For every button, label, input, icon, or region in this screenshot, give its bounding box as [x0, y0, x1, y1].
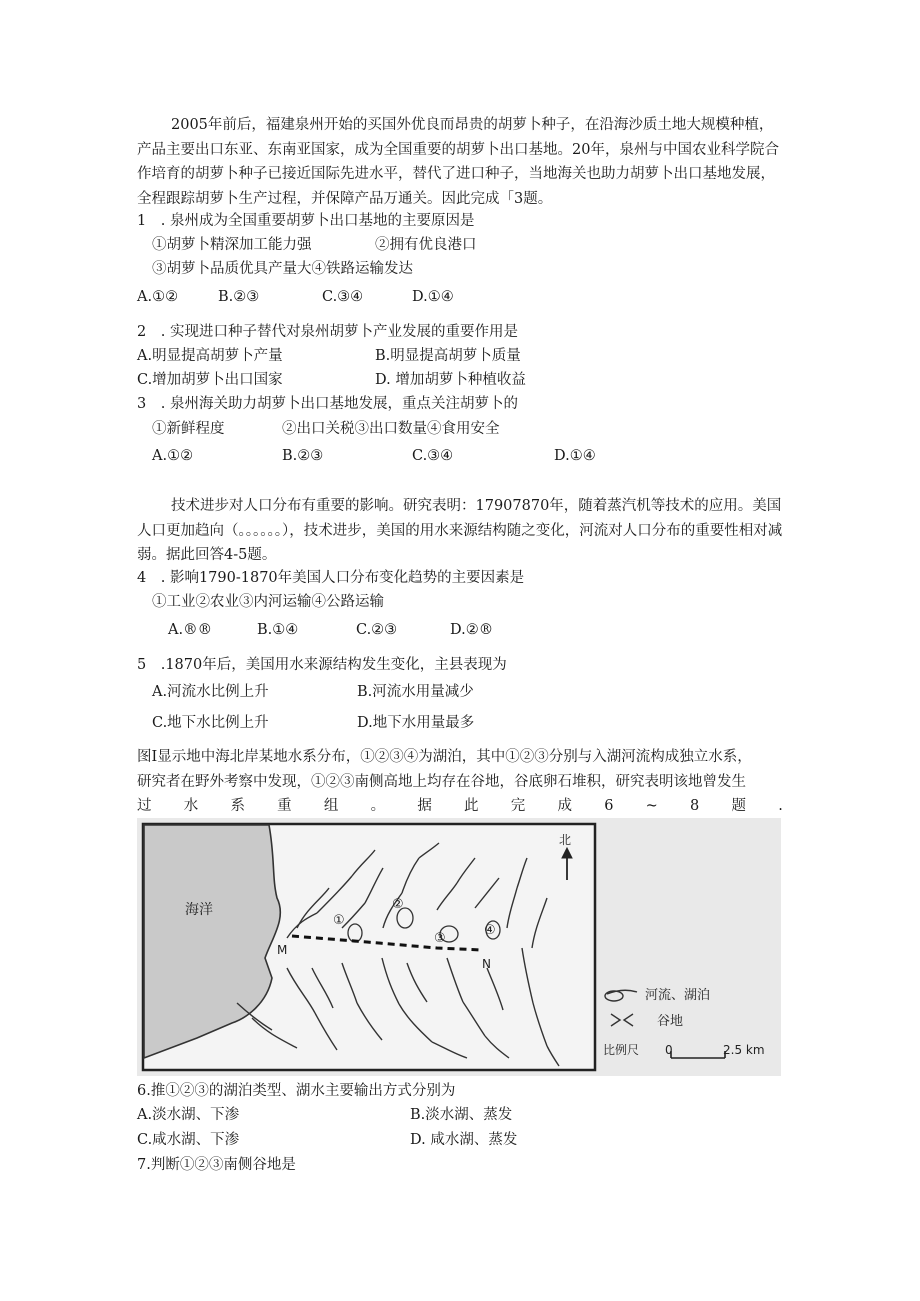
passage-char: 水 — [183, 798, 199, 814]
q1-option-c[interactable]: C.③④ — [322, 289, 364, 305]
passage-char: ~ — [645, 798, 658, 814]
q4-option-c[interactable]: C.②③ — [356, 622, 398, 638]
river-system-map — [137, 818, 781, 1076]
q6-stem: 6.推①②③的湖泊类型、湖水主要输出方式分别为 — [137, 1083, 456, 1099]
scale-value: 2.5 km — [723, 1043, 765, 1057]
q1-item-2: ②拥有优良港口 — [375, 237, 477, 253]
q4-stem: 4 . 影响1790-1870年美国人口分布变化趋势的主要因素是 — [137, 570, 525, 586]
legend-valley-label: 谷地 — [657, 1014, 684, 1029]
q4-option-d[interactable]: D.②® — [450, 622, 494, 638]
q4-option-a[interactable]: A.®® — [168, 622, 213, 638]
q3-item-1: ①新鲜程度 — [152, 421, 225, 437]
sea-label: 海洋 — [185, 902, 213, 918]
q6-option-a[interactable]: A.淡水湖、下渗 — [137, 1107, 240, 1123]
passage-char: 6 — [604, 798, 614, 814]
q1-item-1: ①胡萝卜精深加工能力强 — [152, 237, 312, 253]
passage-char: 据 — [417, 798, 432, 814]
legend-river-label: 河流、湖泊 — [645, 988, 711, 1003]
north-label: 北 — [559, 833, 572, 847]
passage-char: 8 — [690, 798, 700, 814]
q1-option-a[interactable]: A.①② — [137, 289, 179, 305]
scale-label: 比例尺 — [603, 1043, 640, 1057]
passage-population: 技术进步对人口分布有重要的影响。研究表明：17907870年，随着蒸汽机等技术的应用。美国人口更加趋向（。。。。。。），技术进步，美国的用水来源结构随之变化，河流对人口分布的重要性相对减弱。据此回答4-5题。 — [137, 498, 783, 563]
passage-char: 系 — [230, 798, 245, 814]
q5-option-b[interactable]: B.河流水用量减少 — [357, 684, 474, 700]
passage-char: 组 — [323, 798, 339, 814]
q3-option-d[interactable]: D.①④ — [554, 448, 596, 464]
passage-char: 过 — [137, 798, 152, 814]
q7-stem: 7.判断①②③南侧谷地是 — [137, 1157, 296, 1173]
passage-lakes-line-2: 研究者在野外考察中发现，①②③南侧高地上均存在谷地，谷底卵石堆积，研究表明该地曾发生 — [137, 774, 746, 790]
q3-option-c[interactable]: C.③④ — [412, 448, 454, 464]
q3-item-2-4: ②出口关税③出口数量④食用安全 — [282, 421, 500, 437]
point-n-label: N — [482, 957, 491, 971]
map-graphic — [137, 818, 781, 1076]
passage-char: 重 — [277, 798, 292, 814]
passage-char: 完 — [510, 798, 526, 814]
q2-stem: 2 . 实现进口种子替代对泉州胡萝卜产业发展的重要作用是 — [137, 324, 518, 340]
q6-option-b[interactable]: B.淡水湖、蒸发 — [410, 1107, 513, 1123]
legend-river-icon — [605, 990, 637, 1001]
q4-option-b[interactable]: B.①④ — [257, 622, 299, 638]
passage-char: 此 — [464, 798, 479, 814]
q5-option-c[interactable]: C.地下水比例上升 — [152, 715, 269, 731]
q4-items: ①工业②农业③内河运输④公路运输 — [152, 594, 384, 610]
passage-lakes-line-3 — [137, 796, 783, 816]
legend-valley-icon — [611, 1014, 633, 1026]
q6-option-d[interactable]: D. 咸水湖、蒸发 — [410, 1132, 518, 1148]
q3-option-b[interactable]: B.②③ — [282, 448, 324, 464]
q2-option-a[interactable]: A.明显提高胡萝卜产量 — [137, 348, 283, 364]
lake-label-1: ① — [333, 913, 345, 928]
lake-label-4: ④ — [484, 923, 496, 938]
q5-stem: 5 .1870年后，美国用水来源结构发生变化，主县表现为 — [137, 657, 507, 673]
q1-option-b[interactable]: B.②③ — [218, 289, 260, 305]
scale-bar — [671, 1051, 725, 1058]
q1-item-3-4: ③胡萝卜品质优具产量大④铁路运输发达 — [152, 261, 413, 277]
q2-option-d[interactable]: D. 增加胡萝卜种植收益 — [375, 372, 526, 388]
q2-option-c[interactable]: C.增加胡萝卜出口国家 — [137, 372, 283, 388]
passage-lakes-line-1: 图I显示地中海北岸某地水系分布，①②③④为湖泊，其中①②③分别与入湖河流构成独立水系， — [137, 749, 752, 765]
q3-stem: 3 . 泉州海关助力胡萝卜出口基地发展，重点关注胡萝卜的 — [137, 396, 518, 412]
q1-option-d[interactable]: D.①④ — [412, 289, 454, 305]
passage-char: . — [778, 798, 783, 814]
q2-option-b[interactable]: B.明显提高胡萝卜质量 — [375, 348, 521, 364]
q5-option-a[interactable]: A.河流水比例上升 — [152, 684, 269, 700]
passage-carrot: 2005年前后，福建泉州开始的买国外优良而昂贵的胡萝卜种子，在沿海沙质土地大规模种植，产品主要出口东亚、东南亚国家，成为全国重要的胡萝卜出口基地。20年，泉州与中国农业科学院合作培育的胡萝卜种子已接近国际先进水平，替代了进口种子，当地海关也助力胡萝卜出口基地发展，全程跟踪胡萝卜生产过程，并保障产品万通关。因此完成「3题。 — [137, 117, 779, 207]
passage-char: 成 — [557, 798, 572, 814]
q3-option-a[interactable]: A.①② — [152, 448, 194, 464]
passage-char: 。 — [370, 798, 386, 814]
q6-option-c[interactable]: C.咸水湖、下渗 — [137, 1132, 240, 1148]
lake-label-2: ② — [392, 897, 404, 912]
point-m-label: M — [277, 943, 288, 957]
lake-label-3: ③ — [434, 931, 446, 946]
scale-zero: 0 — [665, 1043, 673, 1057]
passage-char: 题 — [731, 798, 746, 814]
q1-stem: 1 . 泉州成为全国重要胡萝卜出口基地的主要原因是 — [137, 213, 475, 229]
q5-option-d[interactable]: D.地下水用量最多 — [357, 715, 475, 731]
